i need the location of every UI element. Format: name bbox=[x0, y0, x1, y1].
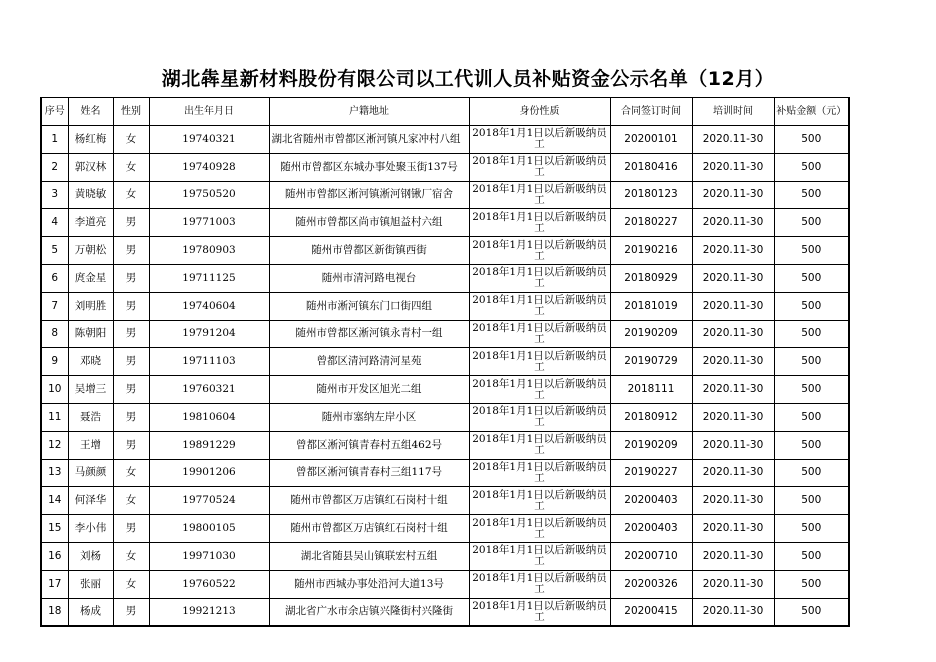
gender-cell: 男 bbox=[113, 598, 149, 626]
gender-cell: 男 bbox=[113, 209, 149, 237]
identity-status-cell: 2018年1月1日以后新吸纳员工 bbox=[469, 487, 610, 515]
training-period-cell: 2020.11-30 bbox=[692, 542, 774, 570]
person-name-cell: 黄晓敏 bbox=[68, 181, 113, 209]
person-name-cell: 陈朝阳 bbox=[68, 320, 113, 348]
address-cell: 随州市曾都区尚市镇旭益村六组 bbox=[269, 209, 469, 237]
contract-date-cell: 20200415 bbox=[610, 598, 692, 626]
address-cell: 随州市曾都区淅河镇永青村一组 bbox=[269, 320, 469, 348]
row-number-cell: 13 bbox=[41, 459, 68, 487]
person-name-cell: 李小伟 bbox=[68, 515, 113, 543]
address-cell: 随州市曾都区万店镇红石岗村十组 bbox=[269, 515, 469, 543]
contract-date-cell: 20190227 bbox=[610, 459, 692, 487]
table-row bbox=[41, 515, 849, 543]
training-period-cell: 2020.11-30 bbox=[692, 264, 774, 292]
address-cell: 曾都区淅河镇青春村三组117号 bbox=[269, 459, 469, 487]
person-name-cell: 张丽 bbox=[68, 570, 113, 598]
contract-date-cell: 20190209 bbox=[610, 320, 692, 348]
person-name-cell: 吴增三 bbox=[68, 376, 113, 404]
subsidy-amount-cell: 500 bbox=[774, 431, 849, 459]
table-body bbox=[41, 126, 849, 627]
subsidy-amount-cell: 500 bbox=[774, 487, 849, 515]
subsidy-amount-cell: 500 bbox=[774, 153, 849, 181]
address-cell: 随州市清河路电视台 bbox=[269, 264, 469, 292]
address-cell: 湖北省随州市曾都区淅河镇凡家冲村八组 bbox=[269, 126, 469, 154]
gender-cell: 女 bbox=[113, 487, 149, 515]
contract-date-cell: 20180912 bbox=[610, 403, 692, 431]
identity-status-cell: 2018年1月1日以后新吸纳员工 bbox=[469, 403, 610, 431]
subsidy-amount-cell: 500 bbox=[774, 264, 849, 292]
subsidy-amount-cell: 500 bbox=[774, 598, 849, 626]
contract-date-cell: 20200403 bbox=[610, 515, 692, 543]
header-training: 培训时间 bbox=[692, 98, 774, 126]
training-period-cell: 2020.11-30 bbox=[692, 376, 774, 404]
identity-status-cell: 2018年1月1日以后新吸纳员工 bbox=[469, 209, 610, 237]
birth-date-cell: 19740928 bbox=[149, 153, 269, 181]
address-cell: 随州市西城办事处沿河大道13号 bbox=[269, 570, 469, 598]
identity-status-cell: 2018年1月1日以后新吸纳员工 bbox=[469, 264, 610, 292]
address-cell: 随州市淅河镇东门口街四组 bbox=[269, 292, 469, 320]
header-contract: 合同签订时间 bbox=[610, 98, 692, 126]
birth-date-cell: 19891229 bbox=[149, 431, 269, 459]
gender-cell: 男 bbox=[113, 348, 149, 376]
identity-status-cell: 2018年1月1日以后新吸纳员工 bbox=[469, 459, 610, 487]
address-cell: 随州市曾都区万店镇红石岗村十组 bbox=[269, 487, 469, 515]
person-name-cell: 聂浩 bbox=[68, 403, 113, 431]
subsidy-amount-cell: 500 bbox=[774, 348, 849, 376]
contract-date-cell: 20190216 bbox=[610, 237, 692, 265]
contract-date-cell: 20180416 bbox=[610, 153, 692, 181]
contract-date-cell: 2018111 bbox=[610, 376, 692, 404]
training-period-cell: 2020.11-30 bbox=[692, 126, 774, 154]
person-name-cell: 邓晓 bbox=[68, 348, 113, 376]
table-row bbox=[41, 348, 849, 376]
identity-status-cell: 2018年1月1日以后新吸纳员工 bbox=[469, 598, 610, 626]
person-name-cell: 万朝松 bbox=[68, 237, 113, 265]
row-number-cell: 6 bbox=[41, 264, 68, 292]
subsidy-amount-cell: 500 bbox=[774, 126, 849, 154]
subsidy-amount-cell: 500 bbox=[774, 376, 849, 404]
birth-date-cell: 19711103 bbox=[149, 348, 269, 376]
person-name-cell: 刘明胜 bbox=[68, 292, 113, 320]
header-status: 身份性质 bbox=[469, 98, 610, 126]
table-row bbox=[41, 237, 849, 265]
person-name-cell: 杨成 bbox=[68, 598, 113, 626]
birth-date-cell: 19760522 bbox=[149, 570, 269, 598]
person-name-cell: 王增 bbox=[68, 431, 113, 459]
subsidy-amount-cell: 500 bbox=[774, 320, 849, 348]
birth-date-cell: 19780903 bbox=[149, 237, 269, 265]
gender-cell: 男 bbox=[113, 376, 149, 404]
contract-date-cell: 20200403 bbox=[610, 487, 692, 515]
birth-date-cell: 19921213 bbox=[149, 598, 269, 626]
row-number-cell: 15 bbox=[41, 515, 68, 543]
address-cell: 湖北省广水市余店镇兴隆街村兴隆街 bbox=[269, 598, 469, 626]
contract-date-cell: 20190209 bbox=[610, 431, 692, 459]
header-row bbox=[41, 98, 849, 126]
row-number-cell: 3 bbox=[41, 181, 68, 209]
contract-date-cell: 20180929 bbox=[610, 264, 692, 292]
birth-date-cell: 19760321 bbox=[149, 376, 269, 404]
gender-cell: 女 bbox=[113, 570, 149, 598]
address-cell: 曾都区淅河镇青春村五组462号 bbox=[269, 431, 469, 459]
training-period-cell: 2020.11-30 bbox=[692, 570, 774, 598]
training-period-cell: 2020.11-30 bbox=[692, 153, 774, 181]
address-cell: 随州市曾都区东城办事处聚玉街137号 bbox=[269, 153, 469, 181]
subsidy-amount-cell: 500 bbox=[774, 403, 849, 431]
training-period-cell: 2020.11-30 bbox=[692, 237, 774, 265]
identity-status-cell: 2018年1月1日以后新吸纳员工 bbox=[469, 237, 610, 265]
subsidy-amount-cell: 500 bbox=[774, 570, 849, 598]
birth-date-cell: 19740321 bbox=[149, 126, 269, 154]
identity-status-cell: 2018年1月1日以后新吸纳员工 bbox=[469, 542, 610, 570]
gender-cell: 男 bbox=[113, 320, 149, 348]
document-title: 湖北犇星新材料股份有限公司以工代训人员补贴资金公示名单（12月） bbox=[161, 68, 775, 90]
subsidy-amount-cell: 500 bbox=[774, 515, 849, 543]
subsidy-amount-cell: 500 bbox=[774, 209, 849, 237]
birth-date-cell: 19771003 bbox=[149, 209, 269, 237]
person-name-cell: 刘杨 bbox=[68, 542, 113, 570]
gender-cell: 女 bbox=[113, 153, 149, 181]
header-birth: 出生年月日 bbox=[149, 98, 269, 126]
training-period-cell: 2020.11-30 bbox=[692, 403, 774, 431]
address-cell: 随州市曾都区新街镇西街 bbox=[269, 237, 469, 265]
subsidy-amount-cell: 500 bbox=[774, 237, 849, 265]
subsidy-table bbox=[40, 97, 850, 627]
row-number-cell: 10 bbox=[41, 376, 68, 404]
identity-status-cell: 2018年1月1日以后新吸纳员工 bbox=[469, 431, 610, 459]
table-row bbox=[41, 126, 849, 154]
table-row bbox=[41, 431, 849, 459]
row-number-cell: 12 bbox=[41, 431, 68, 459]
table-row bbox=[41, 209, 849, 237]
identity-status-cell: 2018年1月1日以后新吸纳员工 bbox=[469, 348, 610, 376]
subsidy-amount-cell: 500 bbox=[774, 292, 849, 320]
table-row bbox=[41, 542, 849, 570]
contract-date-cell: 20190729 bbox=[610, 348, 692, 376]
contract-date-cell: 20181019 bbox=[610, 292, 692, 320]
address-cell: 随州市曾都区淅河镇淅河钢锹厂宿舍 bbox=[269, 181, 469, 209]
birth-date-cell: 19810604 bbox=[149, 403, 269, 431]
table-row bbox=[41, 598, 849, 626]
address-cell: 随州市开发区旭光二组 bbox=[269, 376, 469, 404]
row-number-cell: 11 bbox=[41, 403, 68, 431]
identity-status-cell: 2018年1月1日以后新吸纳员工 bbox=[469, 153, 610, 181]
table-row bbox=[41, 459, 849, 487]
gender-cell: 男 bbox=[113, 292, 149, 320]
subsidy-amount-cell: 500 bbox=[774, 459, 849, 487]
training-period-cell: 2020.11-30 bbox=[692, 598, 774, 626]
row-number-cell: 17 bbox=[41, 570, 68, 598]
identity-status-cell: 2018年1月1日以后新吸纳员工 bbox=[469, 515, 610, 543]
row-number-cell: 2 bbox=[41, 153, 68, 181]
table-row bbox=[41, 376, 849, 404]
table-row bbox=[41, 264, 849, 292]
birth-date-cell: 19750520 bbox=[149, 181, 269, 209]
gender-cell: 男 bbox=[113, 431, 149, 459]
row-number-cell: 16 bbox=[41, 542, 68, 570]
row-number-cell: 1 bbox=[41, 126, 68, 154]
identity-status-cell: 2018年1月1日以后新吸纳员工 bbox=[469, 570, 610, 598]
gender-cell: 男 bbox=[113, 403, 149, 431]
identity-status-cell: 2018年1月1日以后新吸纳员工 bbox=[469, 292, 610, 320]
person-name-cell: 马颜颜 bbox=[68, 459, 113, 487]
identity-status-cell: 2018年1月1日以后新吸纳员工 bbox=[469, 181, 610, 209]
address-cell: 曾都区清河路清河星苑 bbox=[269, 348, 469, 376]
birth-date-cell: 19711125 bbox=[149, 264, 269, 292]
training-period-cell: 2020.11-30 bbox=[692, 487, 774, 515]
birth-date-cell: 19791204 bbox=[149, 320, 269, 348]
person-name-cell: 郭汉林 bbox=[68, 153, 113, 181]
row-number-cell: 14 bbox=[41, 487, 68, 515]
training-period-cell: 2020.11-30 bbox=[692, 515, 774, 543]
contract-date-cell: 20180123 bbox=[610, 181, 692, 209]
address-cell: 随州市塞纳左岸小区 bbox=[269, 403, 469, 431]
row-number-cell: 7 bbox=[41, 292, 68, 320]
training-period-cell: 2020.11-30 bbox=[692, 181, 774, 209]
gender-cell: 女 bbox=[113, 459, 149, 487]
training-period-cell: 2020.11-30 bbox=[692, 348, 774, 376]
gender-cell: 女 bbox=[113, 181, 149, 209]
subsidy-amount-cell: 500 bbox=[774, 542, 849, 570]
person-name-cell: 何泽华 bbox=[68, 487, 113, 515]
header-gender: 性别 bbox=[113, 98, 149, 126]
address-cell: 湖北省随县吴山镇联宏村五组 bbox=[269, 542, 469, 570]
table-row bbox=[41, 181, 849, 209]
training-period-cell: 2020.11-30 bbox=[692, 292, 774, 320]
gender-cell: 男 bbox=[113, 515, 149, 543]
row-number-cell: 8 bbox=[41, 320, 68, 348]
row-number-cell: 5 bbox=[41, 237, 68, 265]
gender-cell: 男 bbox=[113, 264, 149, 292]
table-row bbox=[41, 292, 849, 320]
person-name-cell: 杨红梅 bbox=[68, 126, 113, 154]
identity-status-cell: 2018年1月1日以后新吸纳员工 bbox=[469, 320, 610, 348]
table-row bbox=[41, 570, 849, 598]
identity-status-cell: 2018年1月1日以后新吸纳员工 bbox=[469, 376, 610, 404]
subsidy-amount-cell: 500 bbox=[774, 181, 849, 209]
header-amount: 补贴金额（元） bbox=[774, 98, 849, 126]
contract-date-cell: 20180227 bbox=[610, 209, 692, 237]
header-no: 序号 bbox=[41, 98, 68, 126]
identity-status-cell: 2018年1月1日以后新吸纳员工 bbox=[469, 126, 610, 154]
gender-cell: 女 bbox=[113, 542, 149, 570]
birth-date-cell: 19740604 bbox=[149, 292, 269, 320]
contract-date-cell: 20200101 bbox=[610, 126, 692, 154]
training-period-cell: 2020.11-30 bbox=[692, 459, 774, 487]
gender-cell: 女 bbox=[113, 126, 149, 154]
table-row bbox=[41, 403, 849, 431]
contract-date-cell: 20200710 bbox=[610, 542, 692, 570]
person-name-cell: 庹金星 bbox=[68, 264, 113, 292]
table-row bbox=[41, 153, 849, 181]
header-address: 户籍地址 bbox=[269, 98, 469, 126]
gender-cell: 男 bbox=[113, 237, 149, 265]
birth-date-cell: 19971030 bbox=[149, 542, 269, 570]
row-number-cell: 9 bbox=[41, 348, 68, 376]
birth-date-cell: 19800105 bbox=[149, 515, 269, 543]
header-name: 姓名 bbox=[68, 98, 113, 126]
person-name-cell: 李道亮 bbox=[68, 209, 113, 237]
table-row bbox=[41, 320, 849, 348]
row-number-cell: 18 bbox=[41, 598, 68, 626]
birth-date-cell: 19770524 bbox=[149, 487, 269, 515]
training-period-cell: 2020.11-30 bbox=[692, 431, 774, 459]
table-row bbox=[41, 487, 849, 515]
birth-date-cell: 19901206 bbox=[149, 459, 269, 487]
training-period-cell: 2020.11-30 bbox=[692, 320, 774, 348]
training-period-cell: 2020.11-30 bbox=[692, 209, 774, 237]
contract-date-cell: 20200326 bbox=[610, 570, 692, 598]
row-number-cell: 4 bbox=[41, 209, 68, 237]
